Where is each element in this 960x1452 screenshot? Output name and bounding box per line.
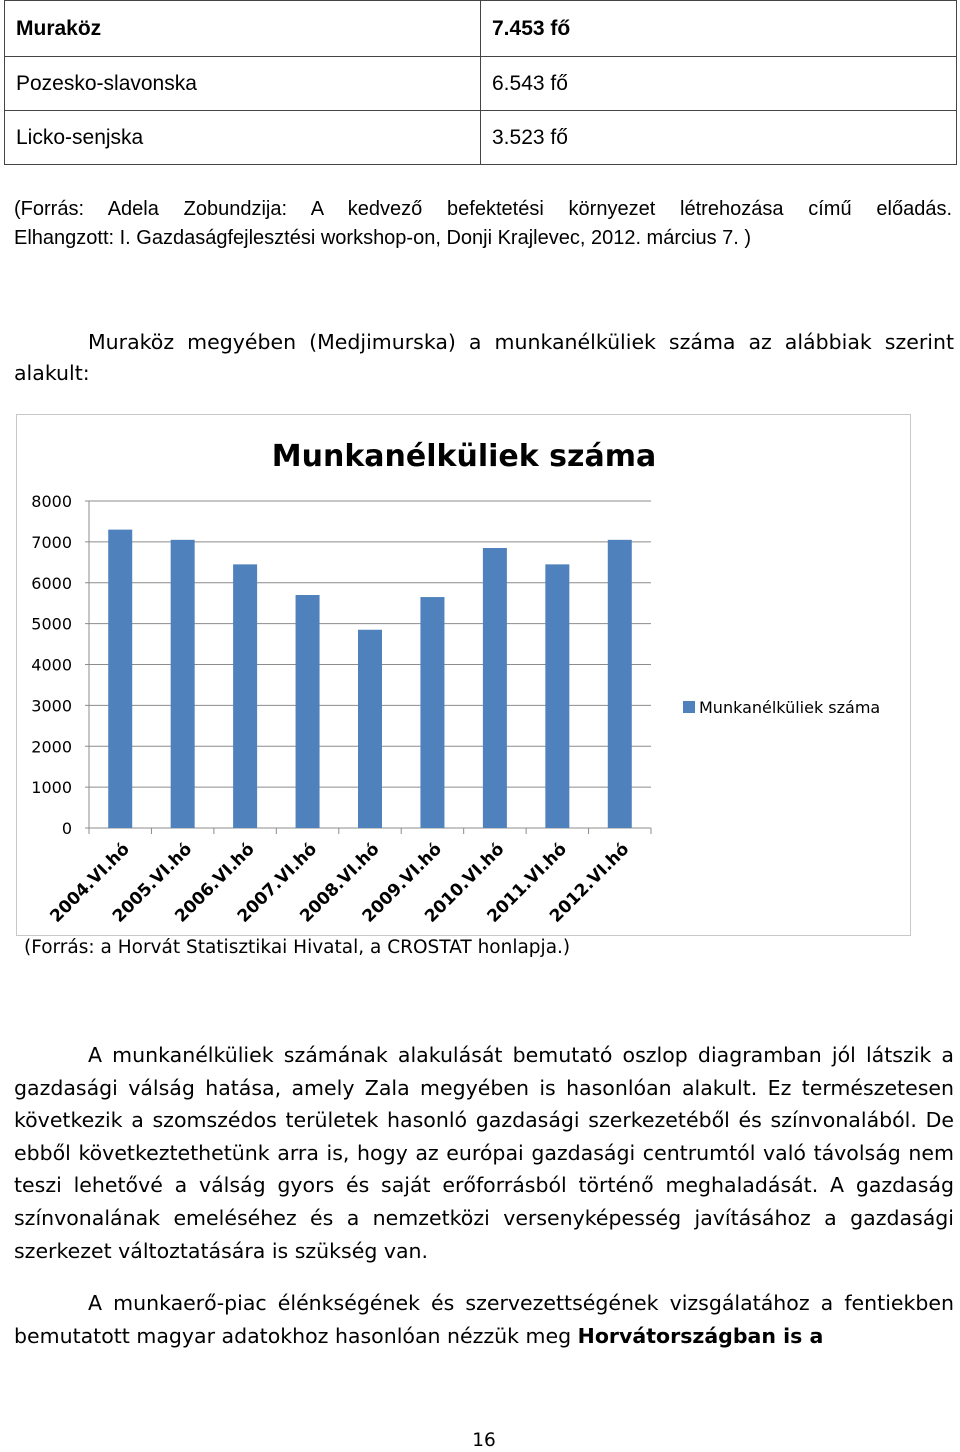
value-cell: 3.523 fő	[481, 111, 957, 165]
value-cell: 7.453 fő	[481, 1, 957, 57]
region-cell: Muraköz	[5, 1, 481, 57]
paragraph-2-bold: Horvátországban is a	[577, 1323, 824, 1348]
table-row	[5, 111, 957, 165]
bar	[420, 597, 444, 828]
region-cell: Licko-senjska	[5, 111, 481, 165]
paragraph-2-body: A munkaerő-piac élénkségének és szervezettségének vizsgálatához a fentiekben bemutatott magyar adatokhoz hasonlóan nézzük meg	[14, 1291, 954, 1348]
population-table	[4, 0, 957, 165]
bar	[608, 540, 632, 828]
x-tick-label: 2008.VI.hó	[296, 839, 384, 927]
table-source-line1: (Forrás: Adela Zobundzija: A kedvező befektetési környezet létrehozása című előadás.	[14, 198, 952, 220]
x-tick-label: 2004.VI.hó	[46, 839, 134, 927]
x-tick-label: 2009.VI.hó	[358, 839, 446, 927]
y-tick-label: 8000	[31, 492, 72, 511]
region-cell: Pozesko-slavonska	[5, 57, 481, 111]
bar	[171, 540, 195, 828]
y-tick-label: 2000	[31, 737, 72, 757]
x-tick-label: 2012.VI.hó	[545, 839, 634, 927]
table-row	[5, 1, 957, 57]
table-source	[14, 195, 952, 253]
paragraph-2-text	[14, 1287, 954, 1352]
bar	[358, 630, 382, 828]
y-tick-label: 0	[61, 819, 72, 838]
chart-intro-line1: Muraköz megyében (Medjimurska) a munkanélküliek száma az alábbiak szerint	[88, 330, 954, 354]
page-number: 16	[472, 1430, 496, 1451]
paragraph-1	[14, 1039, 954, 1267]
y-tick-label: 6000	[31, 573, 72, 593]
table-source-line2: Elhangzott: I. Gazdaságfejlesztési workshop-on, Donji Krajlevec, 2012. március 7. )	[14, 227, 752, 249]
chart-title: Munkanélküliek száma	[271, 439, 657, 474]
x-tick-label: 2005.VI.hó	[108, 839, 197, 927]
chart-intro	[14, 327, 954, 389]
y-tick-label: 5000	[31, 614, 72, 634]
paragraph-2	[14, 1287, 954, 1352]
chart-intro-line2: alakult:	[14, 361, 90, 385]
bar	[545, 564, 569, 828]
table-row	[5, 57, 957, 111]
x-tick-label: 2006.VI.hó	[171, 839, 259, 927]
y-tick-label: 4000	[31, 655, 72, 675]
x-tick-label: 2007.VI.hó	[233, 839, 322, 927]
y-tick-label: 7000	[31, 532, 72, 552]
y-tick-label: 1000	[31, 778, 72, 798]
chart-source: (Forrás: a Horvát Statisztikai Hivatal, a CROSTAT honlapja.)	[24, 937, 571, 958]
legend-swatch	[683, 701, 695, 713]
bar	[233, 564, 257, 828]
x-tick-label: 2011.VI.hó	[483, 839, 571, 927]
unemployment-chart	[16, 414, 911, 936]
bar	[483, 548, 507, 828]
x-tick-label: 2010.VI.hó	[421, 839, 509, 927]
chart-canvas	[17, 415, 912, 937]
paragraph-1-text: A munkanélküliek számának alakulását bemutató oszlop diagramban jól látszik a gazdasági válság hatása, amely Zala megyében is hasonlóan alakult. Ez természetesen következik a szomszédos területek hasonló gazdasági szerkezetéből és színvonalából. De ebből következtethetünk arra is, hogy az európai gazdasági centrumtól való távolság nem teszi lehetővé a válság gyors és saját erőforrásból történő meghaladását. A gazdaság színvonalának emeléséhez és a nemzetközi versenyképesség javításához a gazdasági szerkezet változtatására is szükség van.	[14, 1043, 954, 1263]
value-cell: 6.543 fő	[481, 57, 957, 111]
legend-label: Munkanélküliek száma	[699, 698, 881, 717]
bar	[108, 530, 132, 828]
bar	[296, 595, 320, 828]
y-tick-label: 3000	[31, 696, 72, 716]
